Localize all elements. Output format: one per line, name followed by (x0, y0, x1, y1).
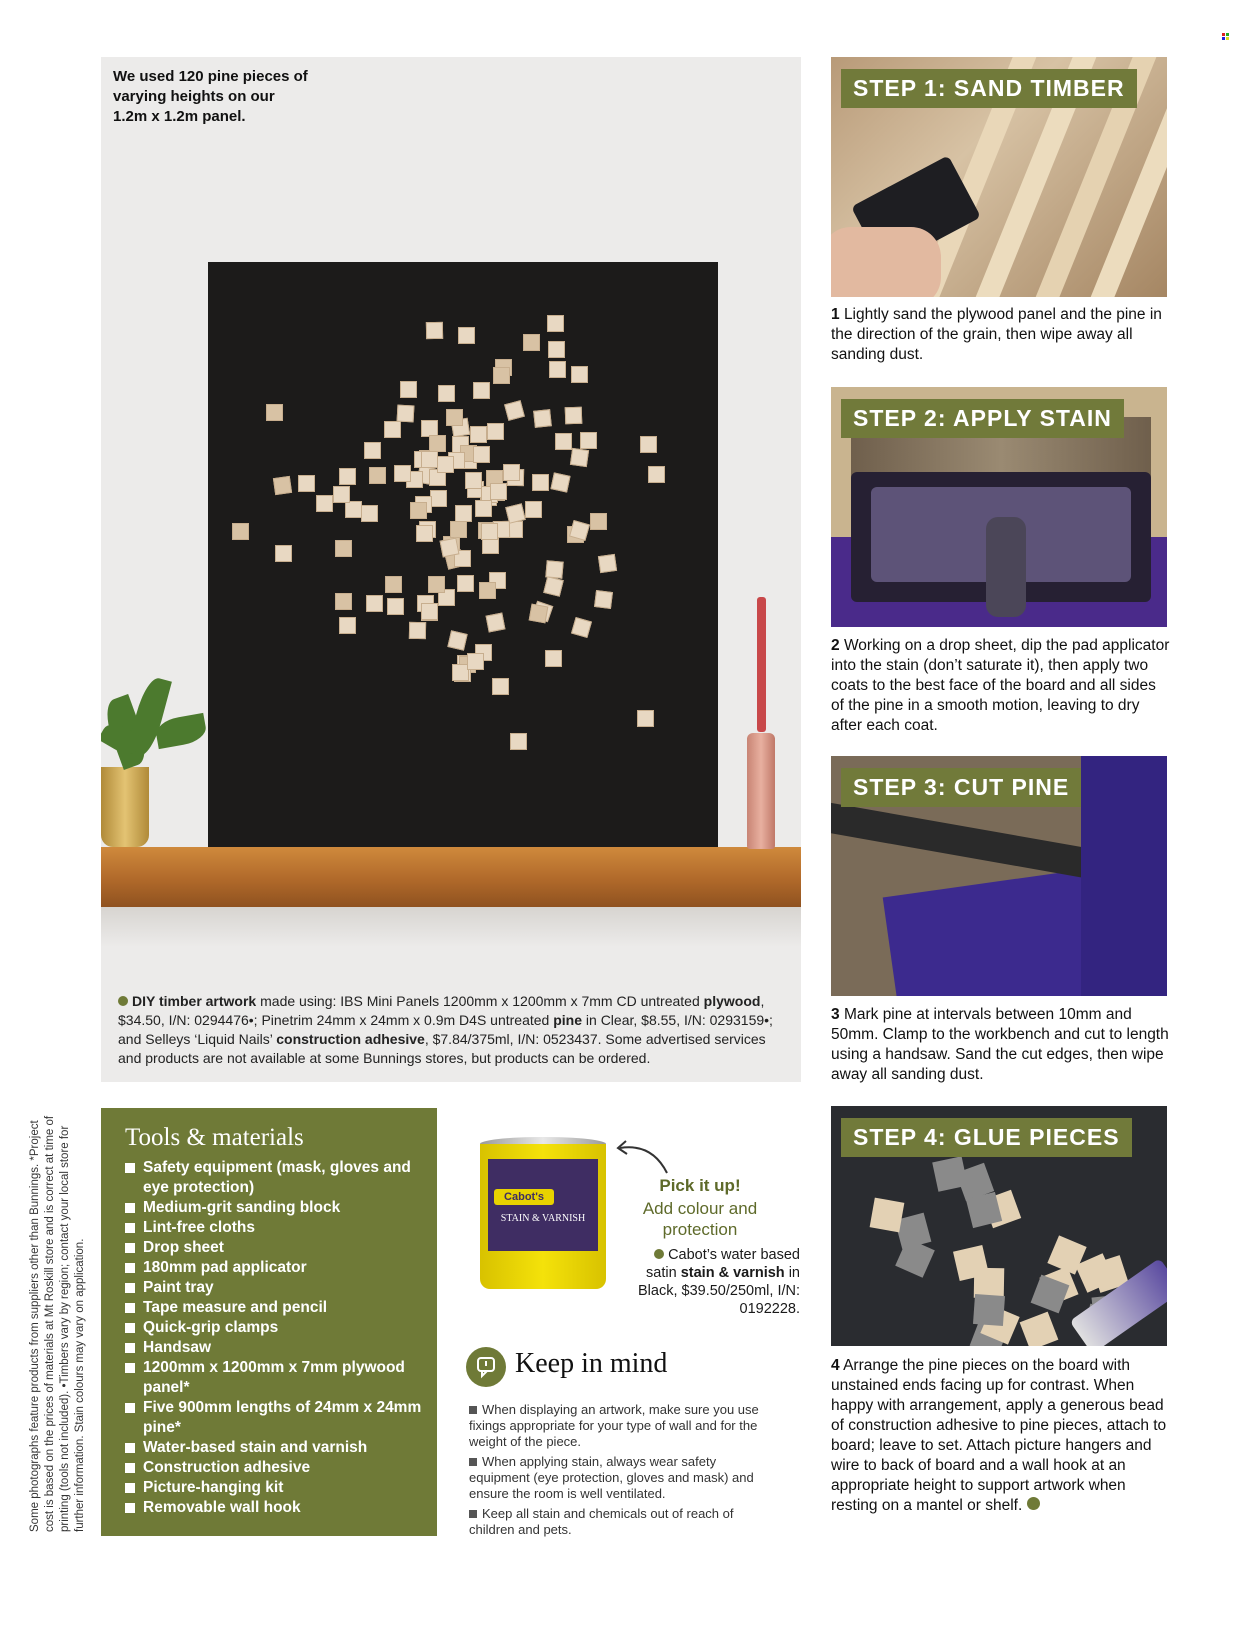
pine-block (447, 630, 467, 650)
step-2-banner: STEP 2: APPLY STAIN (841, 399, 1124, 438)
caption-text: in Clear, $8.55, I/N: 0293159•; and Selleys ‘Liquid Nails’ (118, 1012, 773, 1047)
pine-block (396, 404, 414, 422)
pine-block (416, 525, 433, 542)
pine-block (548, 341, 565, 358)
tools-item: Paint tray (125, 1278, 430, 1298)
pine-block (486, 612, 506, 632)
step-2-photo (831, 387, 1167, 627)
bullet-dot (118, 996, 128, 1006)
step-1-banner: STEP 1: SAND TIMBER (841, 69, 1137, 108)
pine-block (547, 315, 564, 332)
pine-block (490, 483, 507, 500)
step-number: 4 (831, 1357, 840, 1374)
tools-item: Water-based stain and varnish (125, 1438, 430, 1458)
can-label (488, 1159, 598, 1251)
pine-block (523, 334, 540, 351)
pine-block (580, 432, 597, 449)
keep-in-mind-item (469, 1402, 774, 1450)
glued-block (973, 1294, 1005, 1326)
pine-block (400, 381, 417, 398)
pine-block (369, 467, 386, 484)
brand-mark-icon (1222, 33, 1229, 40)
pine-block (571, 617, 592, 638)
pine-block (545, 650, 562, 667)
pine-block (410, 502, 427, 519)
pine-block (465, 472, 482, 489)
pine-block (640, 436, 657, 453)
pine-block (339, 617, 356, 634)
pine-block (387, 598, 404, 615)
pine-block (437, 456, 454, 473)
bullet-dot (654, 1249, 664, 1259)
pine-block (455, 505, 472, 522)
glued-block (1020, 1312, 1059, 1346)
pine-block (549, 361, 566, 378)
arrow-icon (612, 1138, 672, 1178)
pine-block (532, 474, 549, 491)
pine-block (475, 500, 492, 517)
pine-block (534, 409, 553, 428)
pine-block (590, 513, 607, 530)
step-4-photo (831, 1106, 1167, 1346)
keep-in-mind-text: When displaying an artwork, make sure you use fixings appropriate for your type of wall and for the weight of the piece. (469, 1402, 759, 1449)
pine-block (565, 407, 583, 425)
black-artwork-board (208, 262, 718, 852)
caption-text: , $34.50, I/N: 0294476•; Pinetrim 24mm x 24mm x 0.9m D4S untreated (118, 993, 765, 1028)
pine-block (648, 466, 665, 483)
shelf-shadow (101, 907, 801, 947)
product-desc: Cabot’s water based satin (646, 1247, 800, 1281)
caption-lead: DIY timber artwork (132, 993, 257, 1009)
step-number: 3 (831, 1006, 840, 1023)
pad-handle (986, 517, 1026, 617)
step-number: 1 (831, 306, 840, 323)
step-4-text (831, 1356, 1171, 1516)
arrow-curve (620, 1147, 667, 1173)
handsaw-blade (831, 800, 1111, 882)
square-bullet (469, 1406, 477, 1414)
keep-in-mind-item (469, 1454, 774, 1502)
tools-materials-panel (101, 1108, 437, 1536)
caption-bold: plywood (703, 993, 761, 1009)
pine-block (426, 322, 443, 339)
step-description: Arrange the pine pieces on the board with unstained ends facing up for contrast. When happy with arrangement, apply a generous bead of construction adhesive to pine pieces, attach to board; leave to set. Attach picture hangers and wire to back of board and a wall hook at an appropriate height to support artwork when resting on a mantel or shelf. (831, 1357, 1167, 1514)
hero-note: We used 120 pine pieces of varying heights on our 1.2m x 1.2m panel. (113, 68, 308, 125)
pine-block (479, 582, 496, 599)
keep-in-mind-text: Keep all stain and chemicals out of reach of children and pets. (469, 1506, 734, 1537)
pine-block (481, 523, 498, 540)
pine-block (446, 409, 463, 426)
pine-block (275, 545, 292, 562)
tools-item: Handsaw (125, 1338, 430, 1358)
tools-item: Medium-grit sanding block (125, 1198, 430, 1218)
pine-block (361, 505, 378, 522)
pine-block (316, 495, 333, 512)
keep-in-mind-item (469, 1506, 774, 1538)
step-description: Mark pine at intervals between 10mm and 50mm. Clamp to the workbench and cut to length using a handsaw. Sand the cut edges, then wipe away all sanding dust. (831, 1006, 1169, 1083)
step-3-photo (831, 756, 1167, 996)
pine-block (487, 423, 504, 440)
pine-block (409, 622, 426, 639)
pine-block (503, 464, 520, 481)
keep-in-mind-text: When applying stain, always wear safety equipment (eye protection, gloves and mask) and ensure the room is well ventilated. (469, 1454, 754, 1501)
pine-block (594, 590, 613, 609)
pine-block (555, 433, 572, 450)
pine-block (637, 710, 654, 727)
tools-item: Construction adhesive (125, 1458, 430, 1478)
pine-block (364, 442, 381, 459)
hero-caption (118, 992, 788, 1068)
pine-block (366, 595, 383, 612)
pine-block (439, 537, 459, 557)
pine-block (273, 476, 292, 495)
tools-item: 180mm pad applicator (125, 1258, 430, 1278)
step-2-text (831, 636, 1171, 736)
pine-block (492, 678, 509, 695)
hero-photo (101, 57, 801, 1082)
caption-text: , $7.84/375ml, I/N: 0523437. Some advertised services and products are not available at some Bunnings stores, but products can be ordered. (118, 1031, 766, 1066)
pine-block (430, 490, 447, 507)
tools-item: Five 900mm lengths of 24mm x 24mm pine* (125, 1398, 430, 1438)
red-candle (757, 597, 766, 732)
product-description (620, 1246, 800, 1318)
pine-block (421, 451, 438, 468)
product-desc: in Black, $39.50/250ml, I/N: 0192228. (638, 1265, 800, 1317)
tools-item: Safety equipment (mask, gloves and eye protection) (125, 1158, 430, 1198)
tools-item: Quick-grip clamps (125, 1318, 430, 1338)
pine-block (339, 468, 356, 485)
caption-bold: construction adhesive (276, 1031, 425, 1047)
pine-block (473, 382, 490, 399)
pine-block (384, 421, 401, 438)
pine-block (232, 523, 249, 540)
step-3-text (831, 1005, 1171, 1085)
pine-block (345, 501, 362, 518)
pine-block (457, 575, 474, 592)
pine-block (458, 327, 475, 344)
step-description: Lightly sand the plywood panel and the pine in the direction of the grain, then wipe away all sanding dust. (831, 306, 1162, 363)
glued-block (870, 1198, 905, 1233)
side-disclaimer: Some photographs feature products from suppliers other than Bunnings. *Project cost is based on the prices of materials at Mt Roskill store and is correct at time of printing (tools not included). •Timbers vary by region; contact your local store for further information. Stain colours may vary on application. (29, 1115, 86, 1532)
hand (831, 227, 941, 297)
step-3-banner: STEP 3: CUT PINE (841, 768, 1081, 807)
tools-item: Tape measure and pencil (125, 1298, 430, 1318)
keep-in-mind-title: Keep in mind (515, 1348, 668, 1379)
pine-block (266, 404, 283, 421)
tools-title: Tools & materials (125, 1124, 304, 1151)
pine-block (421, 603, 438, 620)
pine-block (428, 576, 445, 593)
step-1-text (831, 305, 1171, 365)
pick-it-up-title: Pick it up! (659, 1176, 741, 1195)
square-bullet (469, 1510, 477, 1518)
pine-block (335, 593, 352, 610)
pine-block (544, 576, 565, 597)
tools-item: 1200mm x 1200mm x 7mm plywood panel* (125, 1358, 430, 1398)
mark-square (1226, 37, 1229, 40)
pine-block (467, 653, 484, 670)
step-1-photo (831, 57, 1167, 297)
saw-handle (1081, 756, 1167, 996)
product-desc-bold: stain & varnish (680, 1265, 785, 1281)
square-bullet (469, 1458, 477, 1466)
speech-bubble-icon (466, 1347, 506, 1387)
pine-block (335, 540, 352, 557)
caption-text: made using: IBS Mini Panels 1200mm x 1200mm x 7mm CD untreated (256, 993, 704, 1009)
tools-item: Picture-hanging kit (125, 1478, 430, 1498)
pine-block (504, 400, 525, 421)
pine-block (394, 465, 411, 482)
pine-block (493, 367, 510, 384)
wooden-shelf (101, 847, 801, 907)
pine-block (473, 446, 490, 463)
mark-square (1222, 37, 1225, 40)
speech-bubble-glyph (466, 1347, 506, 1387)
plant-pot (101, 767, 149, 847)
step-4-banner: STEP 4: GLUE PIECES (841, 1118, 1132, 1157)
pine-block (570, 448, 589, 467)
pine-block (510, 733, 527, 750)
pine-block (429, 435, 446, 452)
pine-block (598, 553, 617, 572)
step-description: Working on a drop sheet, dip the pad applicator into the stain (don’t saturate it), then apply two coats to the best face of the board and all sides of the pine in a smooth motion, leaving to dry after each coat. (831, 637, 1170, 734)
mark-square (1222, 33, 1225, 36)
pine-block (550, 472, 570, 492)
pine-block (528, 604, 548, 624)
pine-block (421, 420, 438, 437)
pine-block (505, 503, 526, 524)
pine-block (385, 576, 402, 593)
pine-block (438, 385, 455, 402)
pick-it-up-subtitle: Add colour and protection (642, 1199, 758, 1239)
tools-list (125, 1158, 430, 1518)
end-dot (1027, 1497, 1040, 1510)
mark-square (1226, 33, 1229, 36)
pine-block (546, 561, 564, 579)
pine-block (525, 501, 542, 518)
can-label-text: STAIN & VARNISH (500, 1213, 586, 1224)
tools-item: Drop sheet (125, 1238, 430, 1258)
pine-block (571, 366, 588, 383)
step-number: 2 (831, 637, 840, 654)
caption-bold: pine (553, 1012, 583, 1028)
pine-block (470, 426, 487, 443)
pine-block (333, 486, 350, 503)
can-brand: Cabot's (494, 1189, 554, 1205)
pine-block (450, 521, 467, 538)
glued-block (932, 1156, 968, 1192)
stain-can (480, 1137, 606, 1289)
tools-item: Lint-free cloths (125, 1218, 430, 1238)
tools-item: Removable wall hook (125, 1498, 430, 1518)
pine-block (298, 475, 315, 492)
candle-holder (747, 733, 775, 849)
